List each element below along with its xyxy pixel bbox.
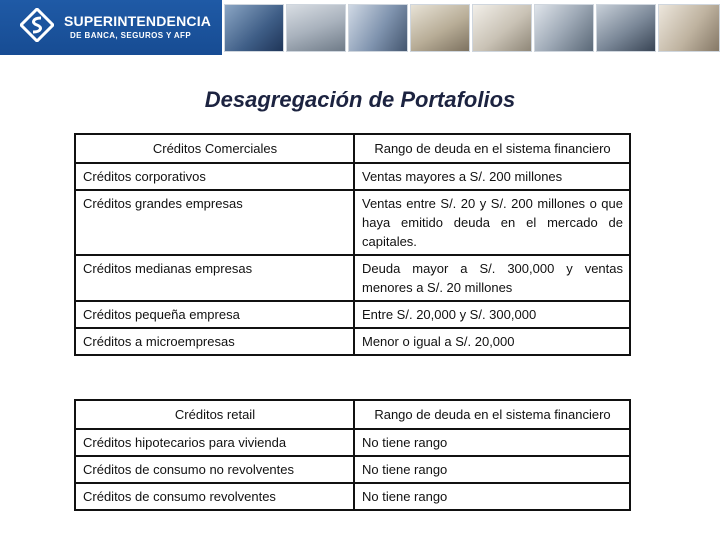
header-banner xyxy=(0,0,720,55)
table-row xyxy=(75,429,630,456)
table-header-row xyxy=(75,134,630,163)
table-cell: Ventas mayores a S/. 200 millones xyxy=(354,163,630,190)
table-cell: Deuda mayor a S/. 300,000 y ventas menores a S/. 20 millones xyxy=(354,255,630,301)
banner-photo xyxy=(410,4,470,52)
banner-photo xyxy=(534,4,594,52)
banner-photo xyxy=(348,4,408,52)
table-cell: No tiene rango xyxy=(354,456,630,483)
banner-photo xyxy=(658,4,720,52)
retail-credits-table xyxy=(74,399,631,511)
table-row xyxy=(75,328,630,355)
table-cell: Créditos de consumo revolventes xyxy=(75,483,354,510)
table-cell: Créditos a microempresas xyxy=(75,328,354,355)
table-header-cell: Créditos Comerciales xyxy=(75,134,354,163)
table-cell: Créditos hipotecarios para vivienda xyxy=(75,429,354,456)
table-header-cell: Créditos retail xyxy=(75,400,354,429)
table-cell: Créditos medianas empresas xyxy=(75,255,354,301)
table-cell: Ventas entre S/. 20 y S/. 200 millones o que haya emitido deuda en el mercado de capitales. xyxy=(354,190,630,255)
banner-photo xyxy=(286,4,346,52)
diamond-logo-icon xyxy=(20,8,54,42)
table-cell: Menor o igual a S/. 20,000 xyxy=(354,328,630,355)
org-name-line1: SUPERINTENDENCIA xyxy=(64,13,212,29)
table-header-cell: Rango de deuda en el sistema financiero xyxy=(354,400,630,429)
table-header-cell: Rango de deuda en el sistema financiero xyxy=(354,134,630,163)
banner-photo xyxy=(224,4,284,52)
page-title: Desagregación de Portafolios xyxy=(204,87,516,112)
logo xyxy=(0,0,222,55)
table-row xyxy=(75,483,630,510)
commercial-credits-table xyxy=(74,133,631,356)
banner-photo xyxy=(596,4,656,52)
table-row xyxy=(75,255,630,301)
org-name-line2: DE BANCA, SEGUROS Y AFP xyxy=(70,31,192,40)
table-row xyxy=(75,190,630,255)
table-cell: Entre S/. 20,000 y S/. 300,000 xyxy=(354,301,630,328)
table-cell: Créditos corporativos xyxy=(75,163,354,190)
table-header-row xyxy=(75,400,630,429)
banner-photo xyxy=(472,4,532,52)
table-cell: Créditos grandes empresas xyxy=(75,190,354,255)
table-cell: No tiene rango xyxy=(354,483,630,510)
table-row xyxy=(75,163,630,190)
table-cell: Créditos de consumo no revolventes xyxy=(75,456,354,483)
table-cell: No tiene rango xyxy=(354,429,630,456)
table-row xyxy=(75,301,630,328)
table-cell: Créditos pequeña empresa xyxy=(75,301,354,328)
table-row xyxy=(75,456,630,483)
